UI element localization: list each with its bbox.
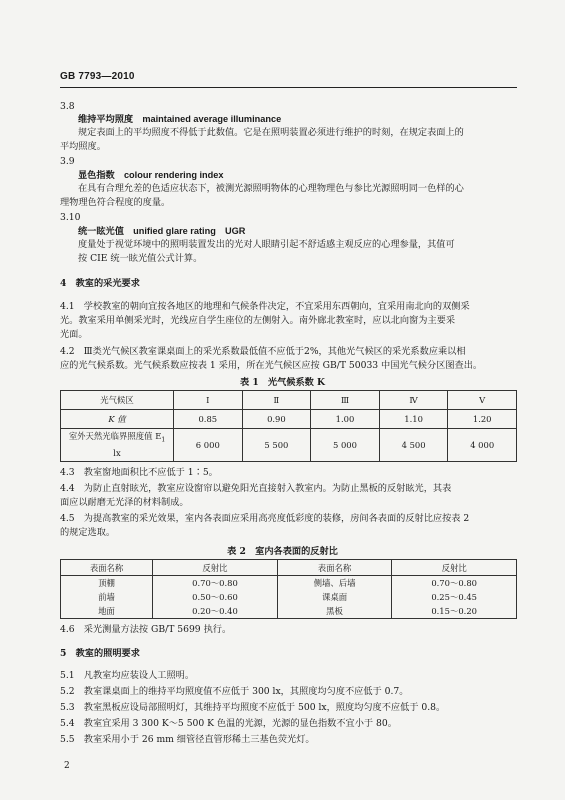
- section-title: 5 教室的照明要求: [60, 648, 140, 659]
- term-definition: 按 CIE 统一眩光值公式计算。: [78, 253, 203, 264]
- clause-text: 5.1 凡教室均应装设人工照明。: [60, 670, 195, 681]
- table-header-cell: 表面名称: [61, 560, 153, 576]
- table-cell: 0.90: [242, 410, 311, 429]
- table-cell: 0.15～0.20: [392, 604, 517, 619]
- table-header-cell: Ⅳ: [379, 391, 448, 410]
- table-cell: 4 500: [379, 429, 448, 462]
- clause-text: 5.2 教室课桌面上的维持平均照度值不应低于 300 lx，其照度均匀度不应低于 0.7。: [60, 686, 409, 697]
- table-cell: K 值: [61, 410, 174, 429]
- table-cell: 0.70～0.80: [153, 576, 278, 591]
- table-row: [61, 429, 517, 462]
- clause-text: 4.3 教室窗地面积比不应低于 1∶5。: [60, 467, 218, 478]
- section-number: 3.9: [60, 156, 75, 167]
- table-header-row: [61, 391, 517, 410]
- table-cell: 顶棚: [61, 576, 153, 591]
- term-heading: 统一眩光值 unified glare rating UGR: [78, 226, 246, 237]
- clause-text: 面应以耐磨无光泽的材料制成。: [60, 497, 189, 508]
- table-header-cell: Ⅴ: [448, 391, 517, 410]
- term-definition: 理物理色符合程度的度量。: [60, 197, 171, 208]
- table-cell: 5 500: [242, 429, 311, 462]
- clause-text: 光面。: [60, 329, 88, 340]
- table-cell: 0.25～0.45: [392, 590, 517, 604]
- table-cell: 6 000: [174, 429, 243, 462]
- table-cell: 5 000: [311, 429, 380, 462]
- table-header-row: [61, 560, 517, 576]
- table-cell: 0.20～0.40: [153, 604, 278, 619]
- table-row: [61, 410, 517, 429]
- table-header-cell: Ⅰ: [174, 391, 243, 410]
- clause-text: 4.5 为提高教室的采光效果，室内各表面应采用高亮度低彩度的装修，房间各表面的反射比应按表 2: [60, 513, 470, 524]
- term-definition: 平均照度。: [60, 141, 106, 152]
- table-cell: 前墙: [61, 590, 153, 604]
- table-header-cell: Ⅱ: [242, 391, 311, 410]
- section-number: 3.10: [60, 212, 81, 223]
- clause-text: 的规定选取。: [60, 527, 116, 538]
- table-header-cell: 表面名称: [277, 560, 392, 576]
- table-row: [61, 604, 517, 619]
- header-rule: [60, 87, 517, 88]
- table-cell: 1.00: [311, 410, 380, 429]
- table-row: [61, 576, 517, 591]
- table-cell: 地面: [61, 604, 153, 619]
- reflectance-table: [60, 559, 517, 619]
- clause-text: 5.3 教室黑板应设局部照明灯，其维持平均照度不应低于 500 lx，照度均匀度不应低于 0.8。: [60, 702, 446, 713]
- table-cell: 4 000: [448, 429, 517, 462]
- table-header-cell: 反射比: [153, 560, 278, 576]
- light-climate-table: [60, 390, 517, 462]
- table-caption: 表 1 光气候系数 K: [239, 377, 326, 388]
- page-number: 2: [64, 761, 70, 771]
- clause-text: 5.4 教室宜采用 3 300 K～5 500 K 色温的光源，光源的显色指数不宜小于 80。: [60, 718, 397, 729]
- table-header-cell: 光气候区: [61, 391, 174, 410]
- table-cell: 0.50～0.60: [153, 590, 278, 604]
- term-definition: 度量处于视觉环境中的照明装置发出的光对人眼睛引起不舒适感主观反应的心理参量，其值可: [78, 239, 455, 250]
- table-caption: 表 2 室内各表面的反射比: [227, 546, 338, 557]
- table-row: [61, 590, 517, 604]
- clause-text: 光。教室采用单侧采光时，光线应自学生座位的左侧射入。南外廊北教室时，应以北向窗为主要采: [60, 315, 456, 326]
- table-header-cell: 反射比: [392, 560, 517, 576]
- clause-text: 5.5 教室采用小于 26 mm 细管径直管形稀土三基色荧光灯。: [60, 734, 315, 745]
- table-cell: 黑板: [277, 604, 392, 619]
- term-definition: 在具有合理允差的色适应状态下，被测光源照明物体的心理物理色与参比光源照明同一色样的心: [78, 183, 464, 194]
- term-definition: 规定表面上的平均照度不得低于此数值。它是在照明装置必须进行维护的时刻，在规定表面上的: [78, 127, 464, 138]
- clause-text: 4.1 学校教室的朝向宜按各地区的地理和气候条件决定，不宜采用东西朝向，宜采用南北向的双侧采: [60, 301, 470, 312]
- clause-text: 4.6 采光测量方法按 GB/T 5699 执行。: [60, 624, 232, 635]
- term-heading: 显色指数 colour rendering index: [78, 170, 224, 181]
- table-cell: 1.10: [379, 410, 448, 429]
- table-cell: 0.70～0.80: [392, 576, 517, 591]
- clause-text: 应的光气候系数。光气候系数应按表 1 采用，所在光气候区应按 GB/T 50033 中国光气候分区图查出。: [60, 360, 483, 371]
- clause-text: 4.4 为防止直射眩光，教室应设窗帘以避免阳光直接射入教室内。为防止黑板的反射眩光，其表: [60, 483, 452, 494]
- table-cell: 室外天然光临界照度值 $E_1$ lx: [61, 429, 174, 462]
- table-cell: 课桌面: [277, 590, 392, 604]
- table-cell: 侧墙、后墙: [277, 576, 392, 591]
- table-cell: 1.20: [448, 410, 517, 429]
- section-number: 3.8: [60, 101, 75, 112]
- section-title: 4 教室的采光要求: [60, 278, 140, 289]
- table-cell: 0.85: [174, 410, 243, 429]
- standard-header: GB 7793—2010: [60, 71, 135, 82]
- term-heading: 维持平均照度 maintained average illuminance: [78, 114, 282, 125]
- clause-text: 4.2 Ⅲ类光气候区教室课桌面上的采光系数最低值不应低于2%，其他光气候区的采光系数应乘以相: [60, 346, 466, 357]
- table-header-cell: Ⅲ: [311, 391, 380, 410]
